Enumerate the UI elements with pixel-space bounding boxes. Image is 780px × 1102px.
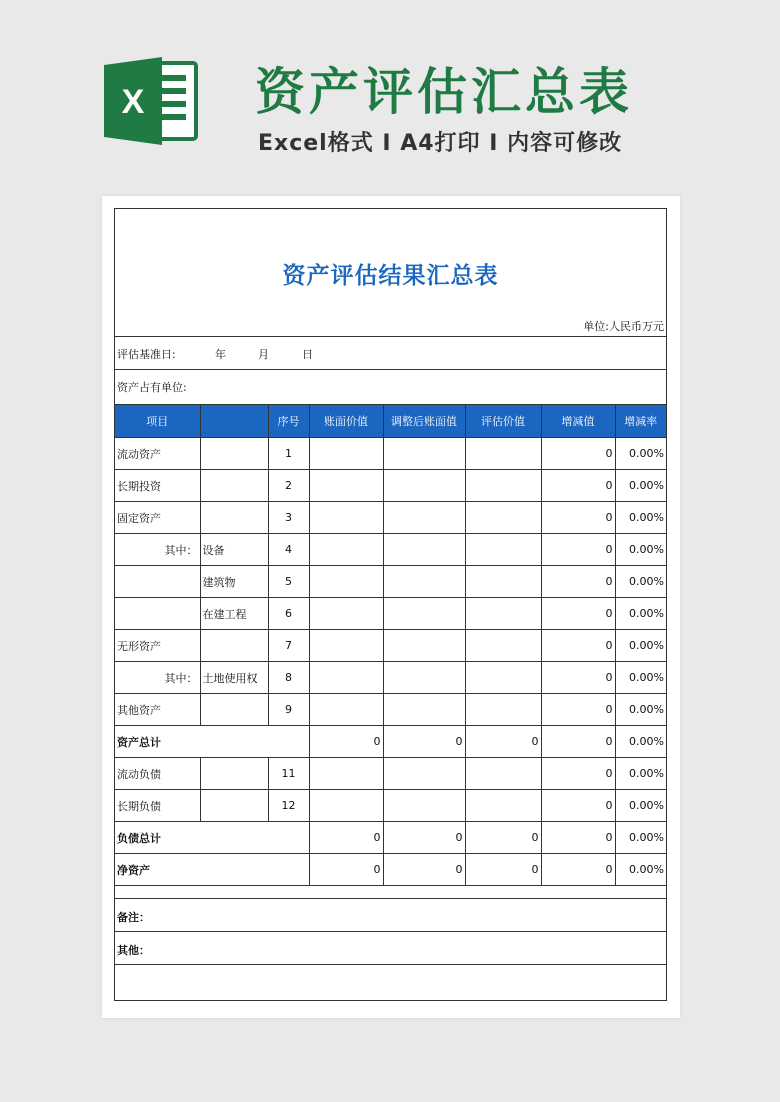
cell-change[interactable]: 0 [541,470,615,502]
cell-change[interactable]: 0 [541,758,615,790]
page-subtitle: Excel格式 I A4打印 I 内容可修改 [258,131,623,156]
cell-seq[interactable]: 6 [268,598,309,630]
cell-rate[interactable]: 0.00% [615,790,666,822]
cell-rate[interactable]: 0.00% [615,630,666,662]
cell-sub[interactable] [200,438,268,470]
table-row [115,694,666,726]
cell-book[interactable] [309,470,383,502]
cell-seq[interactable]: 7 [268,630,309,662]
cell-adjusted[interactable]: 0 [383,726,465,758]
cell-appraised[interactable] [465,438,541,470]
cell-name[interactable]: 无形资产 [115,630,200,662]
owner-label: 资产占有单位: [117,381,187,394]
table-row [115,534,666,566]
cell-seq[interactable]: 1 [268,438,309,470]
cell-change[interactable]: 0 [541,438,615,470]
cell-rate[interactable]: 0.00% [615,598,666,630]
cell-rate[interactable]: 0.00% [615,534,666,566]
table-row [115,598,666,630]
cell-book[interactable] [309,662,383,694]
cell-sub[interactable] [200,502,268,534]
cell-adjusted[interactable] [383,502,465,534]
year-label: 年 [215,348,226,361]
cell-rate[interactable]: 0.00% [615,822,666,854]
cell-rate[interactable]: 0.00% [615,566,666,598]
cell-change[interactable]: 0 [541,694,615,726]
column-header: 增减值 [541,405,615,438]
cell-seq[interactable]: 12 [268,790,309,822]
table-row [115,470,666,502]
table-row [115,566,666,598]
document-preview [102,196,680,1018]
cell-adjusted[interactable]: 0 [383,854,465,886]
cell-change[interactable]: 0 [541,726,615,758]
cell-name[interactable]: 其中： [115,662,200,694]
cell-change[interactable]: 0 [541,534,615,566]
cell-change[interactable]: 0 [541,502,615,534]
cell-seq[interactable]: 2 [268,470,309,502]
column-header: 评估价值 [465,405,541,438]
cell-adjusted[interactable] [383,662,465,694]
other-label: 其他： [117,944,150,957]
column-header: 序号 [268,405,309,438]
date-label: 评估基准日: [117,348,176,361]
cell-adjusted[interactable] [383,598,465,630]
cell-appraised[interactable] [465,502,541,534]
cell-adjusted[interactable] [383,566,465,598]
cell-rate[interactable]: 0.00% [615,694,666,726]
cell-book[interactable] [309,502,383,534]
excel-logo-icon [100,55,200,147]
remarks-row [115,898,666,931]
spreadsheet [114,208,667,1001]
cell-book[interactable]: 0 [309,854,383,886]
cell-sub[interactable] [200,630,268,662]
cell-name[interactable] [115,598,200,630]
cell-book[interactable] [309,598,383,630]
cell-sub[interactable]: 建筑物 [200,566,268,598]
cell-book[interactable] [309,758,383,790]
cell-adjusted[interactable] [383,758,465,790]
cell-adjusted[interactable] [383,470,465,502]
cell-sub[interactable] [200,694,268,726]
column-header: 项目 [115,405,200,438]
cell-change[interactable]: 0 [541,790,615,822]
cell-seq[interactable]: 8 [268,662,309,694]
date-row [115,336,666,368]
cell-book[interactable] [309,630,383,662]
cell-book[interactable] [309,534,383,566]
cell-adjusted[interactable] [383,694,465,726]
table-row [115,726,666,758]
cell-adjusted[interactable] [383,790,465,822]
cell-name[interactable]: 负债总计 [115,822,309,854]
cell-book[interactable]: 0 [309,726,383,758]
column-header: 增减率 [615,405,666,438]
cell-change[interactable]: 0 [541,662,615,694]
cell-rate[interactable]: 0.00% [615,438,666,470]
table-row [115,630,666,662]
cell-appraised[interactable] [465,758,541,790]
cell-seq[interactable]: 9 [268,694,309,726]
cell-book[interactable] [309,566,383,598]
cell-appraised[interactable] [465,630,541,662]
column-header [200,405,268,438]
cell-book[interactable] [309,790,383,822]
cell-book[interactable] [309,694,383,726]
cell-rate[interactable]: 0.00% [615,854,666,886]
cell-book[interactable] [309,438,383,470]
cell-change[interactable]: 0 [541,630,615,662]
cell-change[interactable]: 0 [541,822,615,854]
cell-name[interactable] [115,566,200,598]
table-row [115,790,666,822]
cell-rate[interactable]: 0.00% [615,726,666,758]
cell-seq[interactable]: 11 [268,758,309,790]
cell-adjusted[interactable] [383,534,465,566]
page-title: 资产评估汇总表 [255,63,633,121]
cell-change[interactable]: 0 [541,566,615,598]
cell-appraised[interactable] [465,566,541,598]
column-header: 账面价值 [309,405,383,438]
cell-name[interactable]: 固定资产 [115,502,200,534]
cell-appraised[interactable]: 0 [465,854,541,886]
cell-adjusted[interactable]: 0 [383,822,465,854]
cell-appraised[interactable] [465,470,541,502]
cell-appraised[interactable] [465,694,541,726]
cell-appraised[interactable]: 0 [465,822,541,854]
cell-adjusted[interactable] [383,630,465,662]
table-row [115,502,666,534]
cell-seq[interactable]: 4 [268,534,309,566]
cell-appraised[interactable] [465,662,541,694]
cell-change[interactable]: 0 [541,598,615,630]
cell-name[interactable]: 其他资产 [115,694,200,726]
table-row [115,438,666,470]
cell-change[interactable]: 0 [541,854,615,886]
cell-book[interactable]: 0 [309,822,383,854]
cell-rate[interactable]: 0.00% [615,470,666,502]
table-row [115,854,666,886]
summary-table [115,404,666,886]
cell-name[interactable]: 流动负债 [115,758,200,790]
column-header: 调整后账面值 [383,405,465,438]
cell-rate[interactable]: 0.00% [615,662,666,694]
remarks-label: 备注： [117,911,150,924]
cell-adjusted[interactable] [383,438,465,470]
table-row [115,662,666,694]
cell-sub[interactable] [200,470,268,502]
month-label: 月 [258,348,269,361]
table-row [115,822,666,854]
cell-name[interactable]: 净资产 [115,854,309,886]
table-header-row [115,405,666,438]
other-row [115,931,666,964]
cell-appraised[interactable]: 0 [465,726,541,758]
day-label: 日 [302,348,313,361]
cell-sub[interactable]: 土地使用权 [200,662,268,694]
unit-label: 单位:人民币万元 [583,320,664,333]
blank-row [115,964,666,1000]
cell-appraised[interactable] [465,534,541,566]
cell-name[interactable]: 资产总计 [115,726,309,758]
cell-name[interactable]: 流动资产 [115,438,200,470]
cell-appraised[interactable] [465,598,541,630]
cell-rate[interactable]: 0.00% [615,502,666,534]
cell-sub[interactable] [200,758,268,790]
table-row [115,758,666,790]
cell-appraised[interactable] [465,790,541,822]
cell-name[interactable]: 长期负债 [115,790,200,822]
cell-name[interactable]: 长期投资 [115,470,200,502]
sheet-title: 资产评估结果汇总表 [282,263,499,289]
owner-row [115,369,666,401]
cell-sub[interactable]: 在建工程 [200,598,268,630]
cell-sub[interactable] [200,790,268,822]
cell-rate[interactable]: 0.00% [615,758,666,790]
svg-text:X: X [121,83,145,121]
cell-seq[interactable]: 5 [268,566,309,598]
cell-sub[interactable]: 设备 [200,534,268,566]
cell-seq[interactable]: 3 [268,502,309,534]
cell-name[interactable]: 其中： [115,534,200,566]
